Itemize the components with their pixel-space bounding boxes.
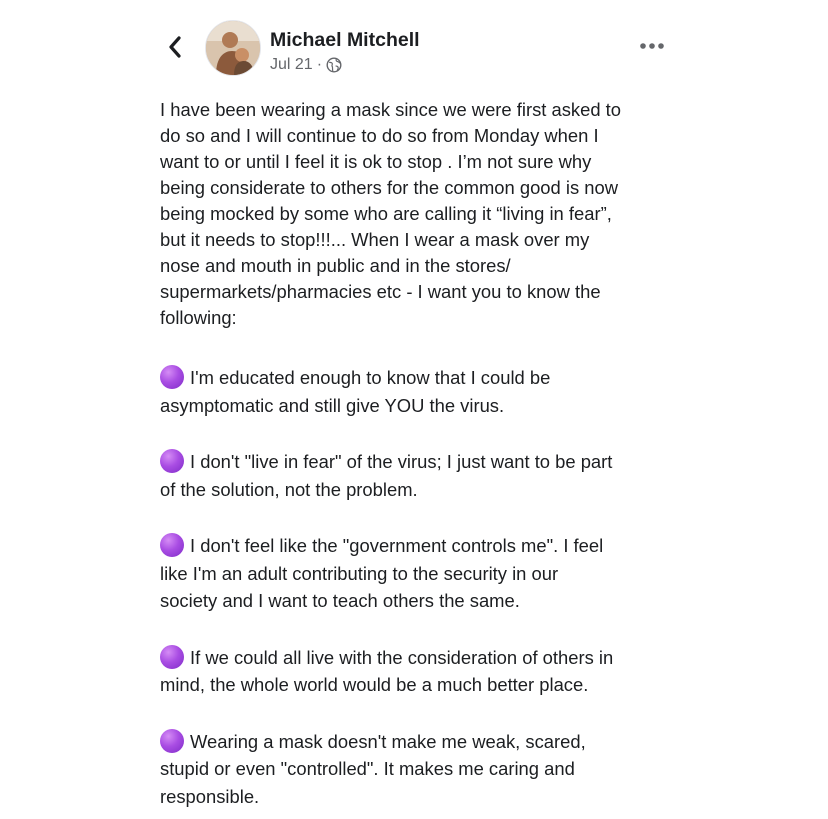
bullet-line: Wearing a mask doesn't make me weak, scared, <box>190 730 586 752</box>
purple-circle-icon <box>160 533 184 557</box>
more-options-button[interactable] <box>634 34 670 58</box>
bullet-line: stupid or even "controlled". It makes me caring and <box>160 758 575 779</box>
intro-line: nose and mouth in public and in the stores/ <box>160 255 511 276</box>
post-header <box>0 0 828 100</box>
author-name[interactable]: Michael Mitchell <box>270 29 420 51</box>
post-meta <box>270 56 342 74</box>
intro-line: do so and I will continue to do so from Monday when I <box>160 125 599 146</box>
bullet-line: of the solution, not the problem. <box>160 478 418 500</box>
intro-line: want to or until I feel it is ok to stop . I’m not sure why <box>160 151 592 172</box>
bullet-item <box>160 448 680 503</box>
bullet-line: I don't feel like the "government controls me". I feel <box>190 535 604 556</box>
bullet-item <box>160 644 680 699</box>
intro-line: following: <box>160 307 237 328</box>
bullet-item <box>160 532 680 615</box>
globe-icon <box>326 57 342 73</box>
avatar-photo <box>206 21 260 75</box>
bullet-item <box>160 728 680 811</box>
post-intro <box>160 97 680 331</box>
post-body <box>160 97 680 810</box>
purple-circle-icon <box>160 729 184 753</box>
bullet-line: society and I want to teach others the same. <box>160 590 520 611</box>
purple-circle-icon <box>160 365 184 389</box>
post-date[interactable]: Jul 21 <box>270 56 313 73</box>
purple-circle-icon <box>160 449 184 473</box>
meta-separator: · <box>316 56 323 73</box>
bullet-line: like I'm an adult contributing to the security in our <box>160 562 559 584</box>
more-options-icon <box>639 42 665 50</box>
bullet-line: I'm educated enough to know that I could be <box>190 367 551 388</box>
bullet-line: asymptomatic and still give YOU the virus. <box>160 394 505 416</box>
back-button[interactable] <box>160 30 190 64</box>
author-avatar[interactable] <box>205 20 261 76</box>
intro-line: being considerate to others for the common good is now <box>160 177 618 198</box>
intro-line: being mocked by some who are calling it “living in fear”, <box>160 203 612 224</box>
bullet-line: If we could all live with the consideration of others in <box>190 646 614 668</box>
purple-circle-icon <box>160 645 184 669</box>
bullet-line: I don't "live in fear" of the virus; I just want to be part <box>190 451 613 472</box>
intro-line: but it needs to stop!!!... When I wear a mask over my <box>160 229 590 250</box>
bullet-item <box>160 364 680 419</box>
intro-line: supermarkets/pharmacies etc - I want you to know the <box>160 281 601 302</box>
bullet-line: responsible. <box>160 785 260 807</box>
chevron-left-icon <box>166 35 184 59</box>
intro-line: I have been wearing a mask since we were first asked to <box>160 99 622 120</box>
bullet-line: mind, the whole world would be a much better place. <box>160 674 589 695</box>
